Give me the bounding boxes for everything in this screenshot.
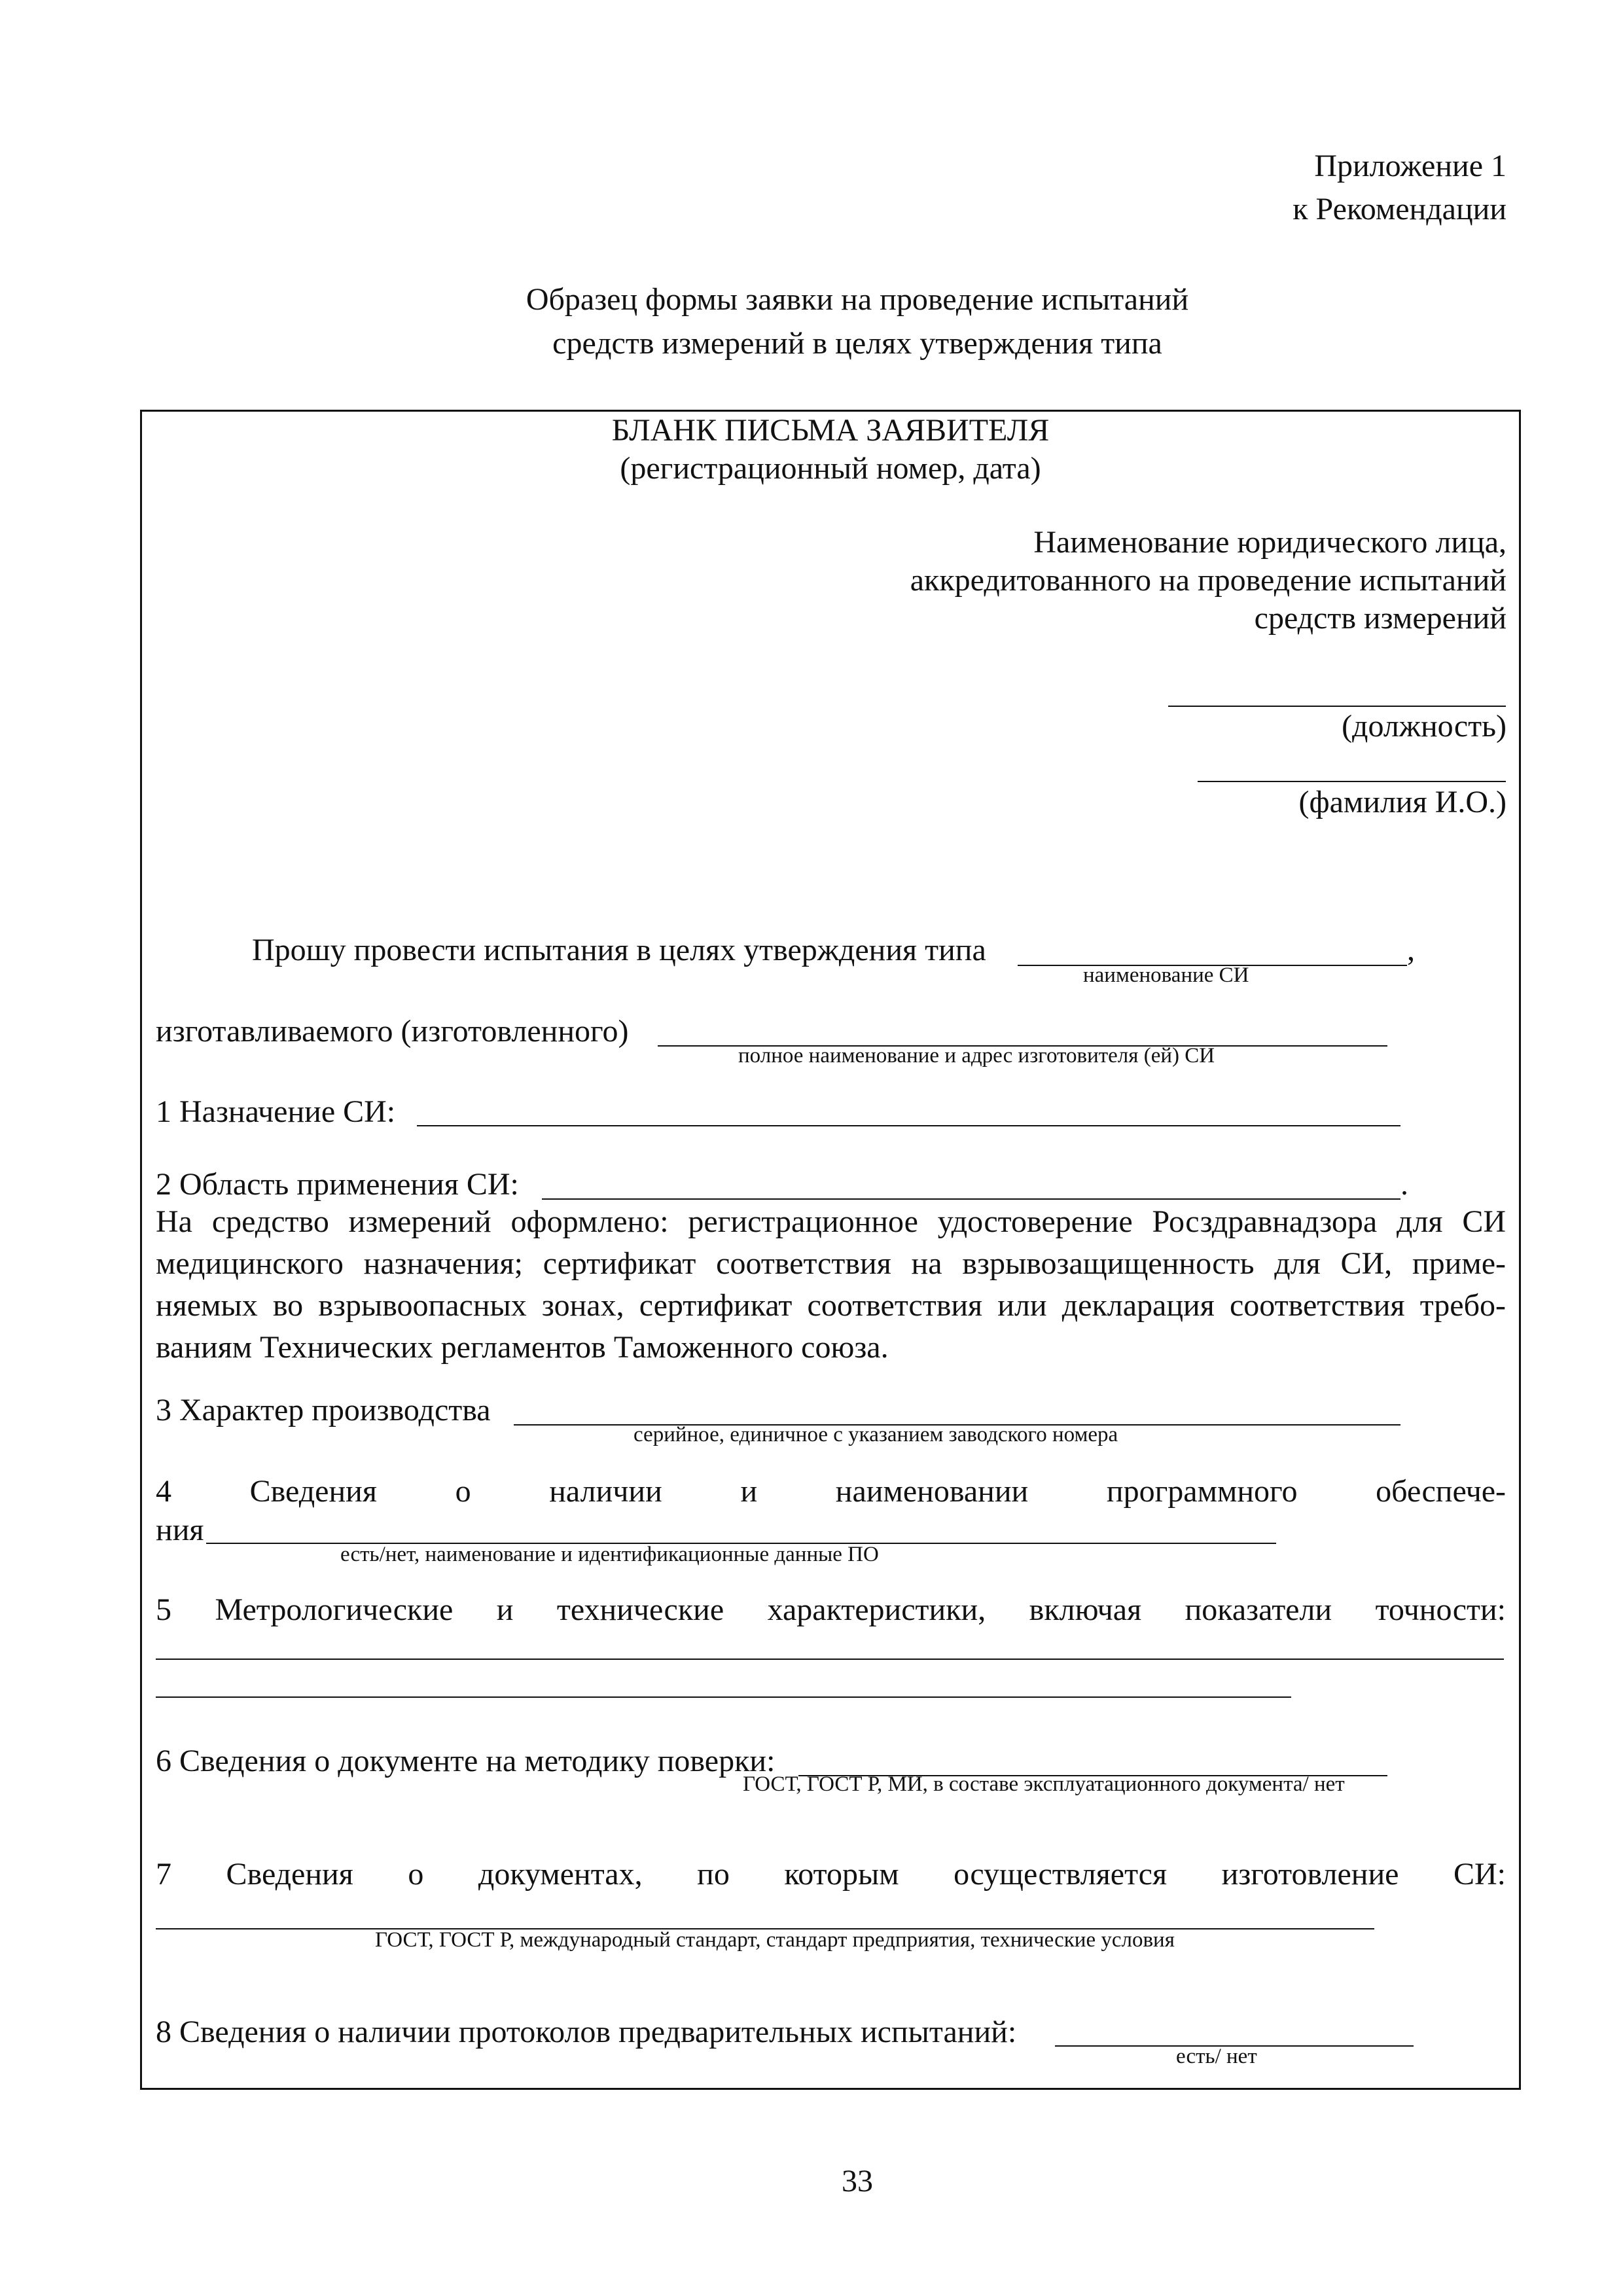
name-blank-line[interactable] <box>1198 781 1506 782</box>
item2-period: . <box>1400 1167 1408 1202</box>
position-blank-line[interactable] <box>1168 706 1506 707</box>
item3-production-label: 3 Характер производства <box>156 1393 491 1427</box>
request-text: Прошу провести испытания в целях утверждения типа <box>252 933 986 967</box>
item2-certificates-paragraph <box>156 1201 1506 1369</box>
addressee-line1: Наименование юридического лица, <box>1033 525 1507 560</box>
item3-hint: серийное, единичное с указанием заводского номера <box>633 1423 1118 1446</box>
item6-hint: ГОСТ, ГОСТ Р, МИ, в составе эксплуатационного документа/ нет <box>743 1772 1345 1796</box>
item8-hint: есть/ нет <box>1176 2045 1257 2068</box>
letterhead-note: (регистрационный номер, дата) <box>620 451 1041 486</box>
position-caption: (должность) <box>1342 709 1507 744</box>
item2-paragraph-line1: На средство измерений оформлено: регистрационное удостоверение Росздравнадзора для СИ <box>156 1204 1506 1239</box>
request-comma: , <box>1407 933 1415 967</box>
item1-purpose-label: 1 Назначение СИ: <box>156 1094 396 1129</box>
item7-hint: ГОСТ, ГОСТ Р, международный стандарт, стандарт предприятия, технические условия <box>375 1928 1175 1952</box>
item2-scope-label: 2 Область применения СИ: <box>156 1167 519 1202</box>
document-title-line2: средств измерений в целях утверждения типа <box>552 326 1162 361</box>
item2-blank-line[interactable] <box>542 1198 1400 1200</box>
manufactured-text: изготавливаемого (изготовленного) <box>156 1014 629 1049</box>
item5-blank-line-2[interactable] <box>156 1696 1291 1698</box>
page-number: 33 <box>842 2164 873 2198</box>
appendix-label: Приложение 1 <box>1314 149 1507 183</box>
item4-software-label-cont: ния <box>156 1513 204 1547</box>
item4-software-label: 4 Сведения о наличии и наименовании программного обеспече- <box>156 1474 1506 1509</box>
recommendation-label: к Рекомендации <box>1293 192 1507 226</box>
item4-hint: есть/нет, наименование и идентификационные данные ПО <box>340 1543 879 1566</box>
item5-characteristics-label: 5 Метрологические и технические характеристики, включая показатели точности: <box>156 1592 1506 1627</box>
item2-paragraph-line2: медицинского назначения; сертификат соответствия на взрывозащищенность для СИ, приме- <box>156 1246 1506 1281</box>
item1-blank-line[interactable] <box>417 1125 1400 1126</box>
document-title-line1: Образец формы заявки на проведение испытаний <box>526 282 1189 317</box>
item7-documents-label: 7 Сведения о документах, по которым осуществляется изготовление СИ: <box>156 1857 1506 1892</box>
addressee-line2: аккредитованного на проведение испытаний <box>910 563 1507 598</box>
item2-paragraph-line4: ваниям Технических регламентов Таможенного союза. <box>156 1330 889 1365</box>
item6-verification-label: 6 Сведения о документе на методику поверки: <box>156 1744 776 1778</box>
manufacturer-hint: полное наименование и адрес изготовителя (ей) СИ <box>738 1044 1215 1067</box>
name-caption: (фамилия И.О.) <box>1298 785 1507 819</box>
addressee-line3: средств измерений <box>1254 601 1507 636</box>
letterhead-title: БЛАНК ПИСЬМА ЗАЯВИТЕЛЯ <box>611 413 1050 448</box>
si-name-hint: наименование СИ <box>1083 963 1249 987</box>
item5-blank-line-1[interactable] <box>156 1659 1504 1660</box>
item8-protocols-label: 8 Сведения о наличии протоколов предварительных испытаний: <box>156 2015 1017 2049</box>
item2-paragraph-line3: няемых во взрывоопасных зонах, сертификат соответствия или декларация соответствия требо- <box>156 1288 1506 1323</box>
